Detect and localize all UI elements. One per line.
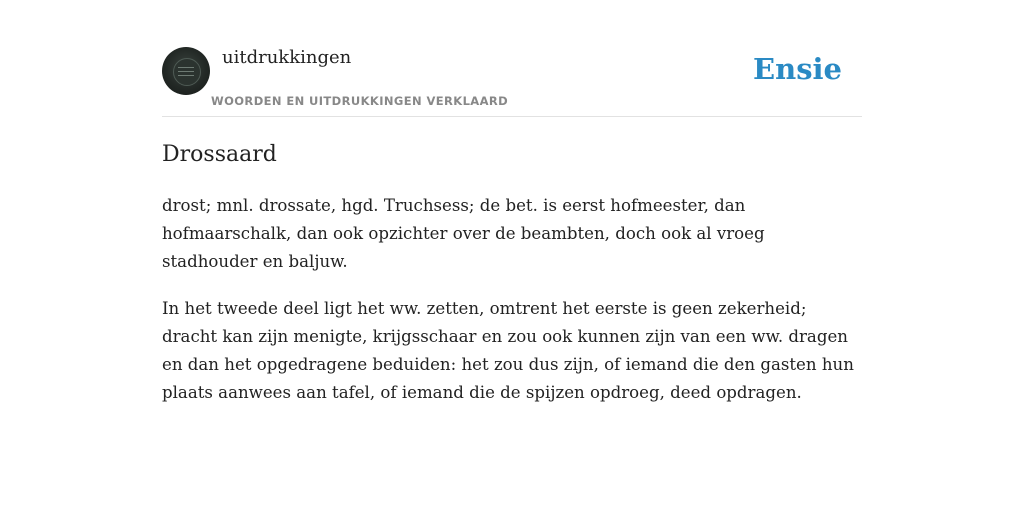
avatar[interactable] [162,47,210,95]
entry-paragraph: In het tweede deel ligt het ww. zetten, omtrent het eerste is geen zekerheid; dracht kan zijn menigte, krijgsschaar en zou ook kunnen zijn van een ww. dragen en dan het opgedragene beduiden: het zou dus zijn, of iemand die den gasten hun plaats aanwees aan tafel, of iemand die de spijzen opdroeg, deed opdragen. [162,299,854,402]
brand-logo[interactable]: Ensie [753,52,842,86]
tagline: WOORDEN EN UITDRUKKINGEN VERKLAARD [211,94,509,108]
page [162,0,862,512]
header [162,0,862,117]
entry-paragraph: drost; mnl. drossate, hgd. Truchsess; de bet. is eerst hofmeester, dan hofmaarschalk, dan ook opzichter over de beambten, doch ook al vroeg stadhouder en baljuw. [162,196,765,271]
site-name[interactable]: uitdrukkingen [222,47,352,68]
entry-title: Drossaard [162,142,277,167]
book-cover-icon [173,58,201,86]
